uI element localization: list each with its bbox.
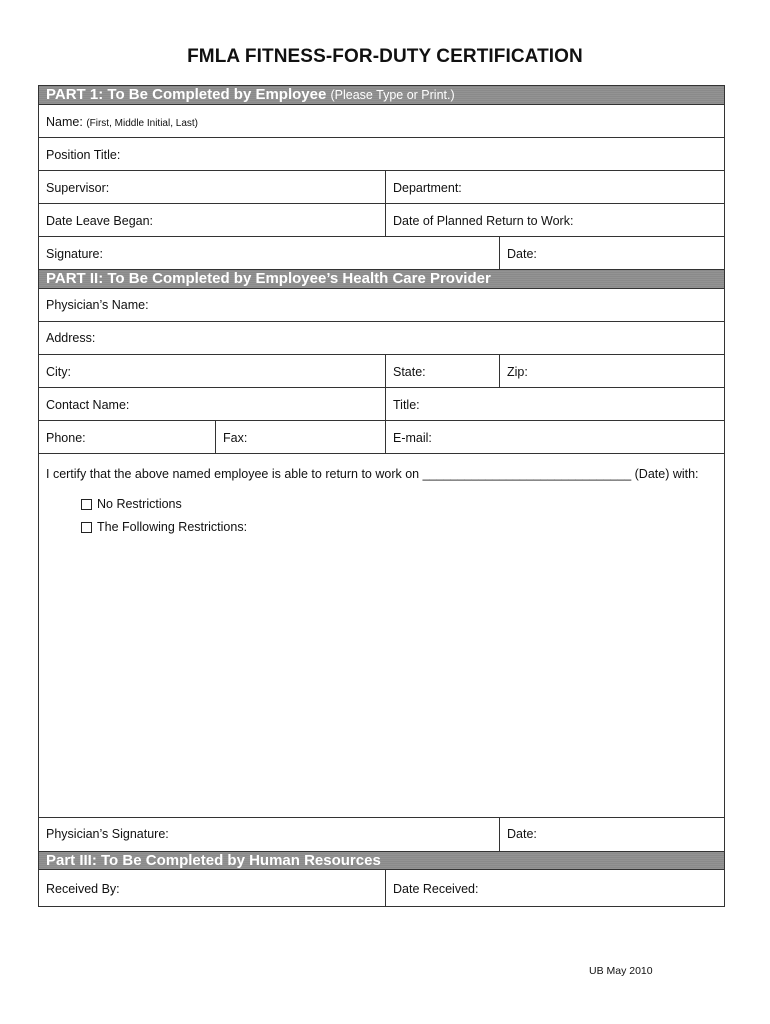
contact-name-field[interactable] bbox=[39, 388, 385, 420]
part3-header bbox=[39, 851, 724, 870]
email-label: E-mail: bbox=[393, 431, 432, 445]
name-hint: (First, Middle Initial, Last) bbox=[86, 118, 199, 129]
supervisor-label: Supervisor: bbox=[46, 181, 110, 195]
received-row bbox=[39, 870, 724, 906]
address-label: Address: bbox=[46, 331, 96, 345]
leave-dates-row bbox=[39, 204, 724, 237]
physician-name-label: Physician’s Name: bbox=[46, 298, 149, 312]
date-leave-began-field[interactable] bbox=[39, 204, 385, 236]
received-by-field[interactable] bbox=[39, 870, 385, 906]
no-restrictions-label: No Restrictions bbox=[97, 497, 182, 511]
city-label: City: bbox=[46, 365, 71, 379]
footer-revision: UB May 2010 bbox=[589, 965, 653, 977]
date-return-label: Date of Planned Return to Work: bbox=[393, 214, 574, 228]
part2-heading: PART II: To Be Completed by Employee’s Health Care Provider bbox=[46, 270, 491, 287]
state-field[interactable] bbox=[385, 355, 499, 387]
part2-header bbox=[39, 269, 724, 289]
zip-field[interactable] bbox=[499, 355, 724, 387]
form-title: FMLA FITNESS-FOR-DUTY CERTIFICATION bbox=[187, 46, 583, 67]
department-label: Department: bbox=[393, 181, 462, 195]
physician-date-field[interactable] bbox=[499, 818, 724, 851]
zip-label: Zip: bbox=[507, 365, 528, 379]
physician-signature-field[interactable] bbox=[39, 818, 499, 851]
physician-date-label: Date: bbox=[507, 827, 537, 841]
contact-title-field[interactable] bbox=[385, 388, 724, 420]
fitness-for-duty-form bbox=[38, 85, 725, 907]
no-restrictions-checkbox[interactable] bbox=[81, 499, 92, 510]
part1-heading-note: (Please Type or Print.) bbox=[330, 88, 455, 102]
position-title-label: Position Title: bbox=[46, 148, 121, 162]
part1-header bbox=[39, 86, 724, 105]
supervisor-field[interactable] bbox=[39, 171, 385, 203]
certification-statement: I certify that the above named employee is able to return to work on ______________________________ (Date) with: bbox=[46, 467, 699, 481]
name-field-label bbox=[46, 115, 198, 129]
state-label: State: bbox=[393, 365, 426, 379]
restrictions-writing-area[interactable] bbox=[39, 541, 724, 818]
received-by-label: Received By: bbox=[46, 882, 120, 896]
following-restrictions-label: The Following Restrictions: bbox=[97, 520, 248, 534]
date-leave-began-label: Date Leave Began: bbox=[46, 214, 154, 228]
department-field[interactable] bbox=[385, 171, 724, 203]
following-restrictions-checkbox[interactable] bbox=[81, 522, 92, 533]
employee-signature-label: Signature: bbox=[46, 247, 103, 261]
following-restrictions-option[interactable] bbox=[81, 520, 247, 534]
fax-label: Fax: bbox=[223, 431, 248, 445]
name-row[interactable] bbox=[39, 105, 724, 138]
email-field[interactable] bbox=[385, 421, 724, 453]
position-title-row[interactable] bbox=[39, 138, 724, 171]
date-received-field[interactable] bbox=[385, 870, 724, 906]
no-restrictions-option[interactable] bbox=[81, 497, 182, 511]
supervisor-department-row bbox=[39, 171, 724, 204]
date-received-label: Date Received: bbox=[393, 882, 479, 896]
city-state-zip-row bbox=[39, 355, 724, 388]
employee-signature-row bbox=[39, 237, 724, 269]
contact-title-label: Title: bbox=[393, 398, 420, 412]
employee-date-field[interactable] bbox=[499, 237, 724, 269]
physician-name-row[interactable] bbox=[39, 289, 724, 322]
date-return-field[interactable] bbox=[385, 204, 724, 236]
part3-heading: Part III: To Be Completed by Human Resources bbox=[46, 852, 381, 869]
physician-signature-row bbox=[39, 818, 724, 851]
employee-date-label: Date: bbox=[507, 247, 537, 261]
phone-fax-email-row bbox=[39, 421, 724, 454]
phone-label: Phone: bbox=[46, 431, 86, 445]
employee-signature-field[interactable] bbox=[39, 237, 499, 269]
part1-heading: PART 1: To Be Completed by Employee bbox=[46, 86, 327, 103]
phone-field[interactable] bbox=[39, 421, 215, 453]
physician-signature-label: Physician’s Signature: bbox=[46, 827, 169, 841]
fax-field[interactable] bbox=[215, 421, 385, 453]
address-row[interactable] bbox=[39, 322, 724, 355]
name-label: Name: bbox=[46, 115, 83, 129]
contact-title-row bbox=[39, 388, 724, 421]
contact-name-label: Contact Name: bbox=[46, 398, 130, 412]
city-field[interactable] bbox=[39, 355, 385, 387]
